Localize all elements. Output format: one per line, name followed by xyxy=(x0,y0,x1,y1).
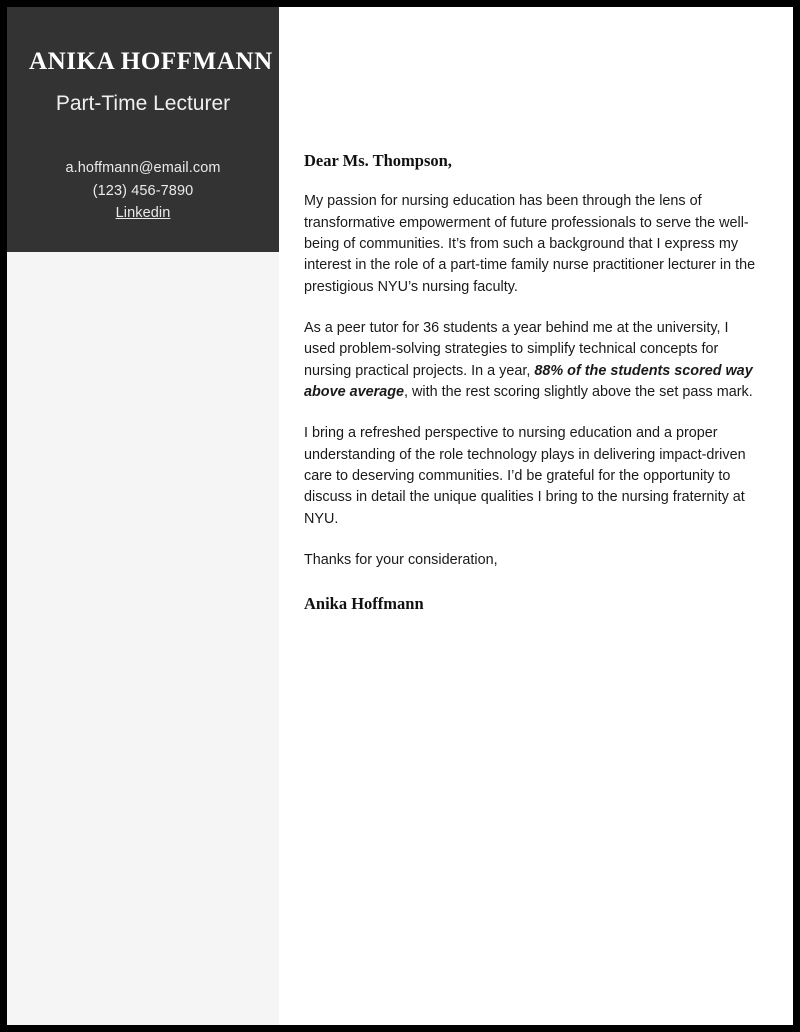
letter-paragraph-1 xyxy=(304,191,756,298)
contact-list xyxy=(29,157,257,224)
cover-letter-page xyxy=(7,7,793,1025)
sidebar-column xyxy=(7,7,279,1025)
paragraph-text: , with the rest scoring slightly above the set pass mark. xyxy=(404,383,753,400)
paragraph-text: I bring a refreshed perspective to nursing education and a proper understanding of the role technology plays in delivering impact-driven care to deserving communities. I’d be grateful for the opportunity to discuss in detail the unique qualities I bring to the nursing fraternity at NYU. xyxy=(304,425,746,527)
candidate-job-title: Part-Time Lecturer xyxy=(55,92,231,115)
contact-email: a.hoffmann@email.com xyxy=(65,160,221,177)
contact-linkedin-link[interactable]: Linkedin xyxy=(115,205,171,222)
paragraph-emphasis: 88% of the students scored way above average xyxy=(304,362,753,400)
paragraph-text: My passion for nursing education has been through the lens of transformative empowerment of future professionals to serve the well-being of communities. It’s from such a background that I express my interest in the role of a part-time family nurse practitioner lecturer in the prestigious NYU’s nursing faculty. xyxy=(304,193,756,295)
letter-paragraph-3 xyxy=(304,423,756,530)
sidebar-header-block xyxy=(7,7,279,252)
letter-salutation: Dear Ms. Thompson, xyxy=(304,151,452,170)
contact-phone: (123) 456-7890 xyxy=(92,182,194,199)
letter-paragraph-2 xyxy=(304,318,756,403)
paragraph-text: As a peer tutor for 36 students a year behind me at the university, I used problem-solving strategies to simplify technical concepts for nursing practical projects. In a year, xyxy=(304,320,729,379)
letter-closing: Thanks for your consideration, xyxy=(304,551,498,568)
letter-body xyxy=(304,7,756,1025)
letter-signature: Anika Hoffmann xyxy=(304,594,424,614)
candidate-name: ANIKA HOFFMANN xyxy=(29,48,273,75)
